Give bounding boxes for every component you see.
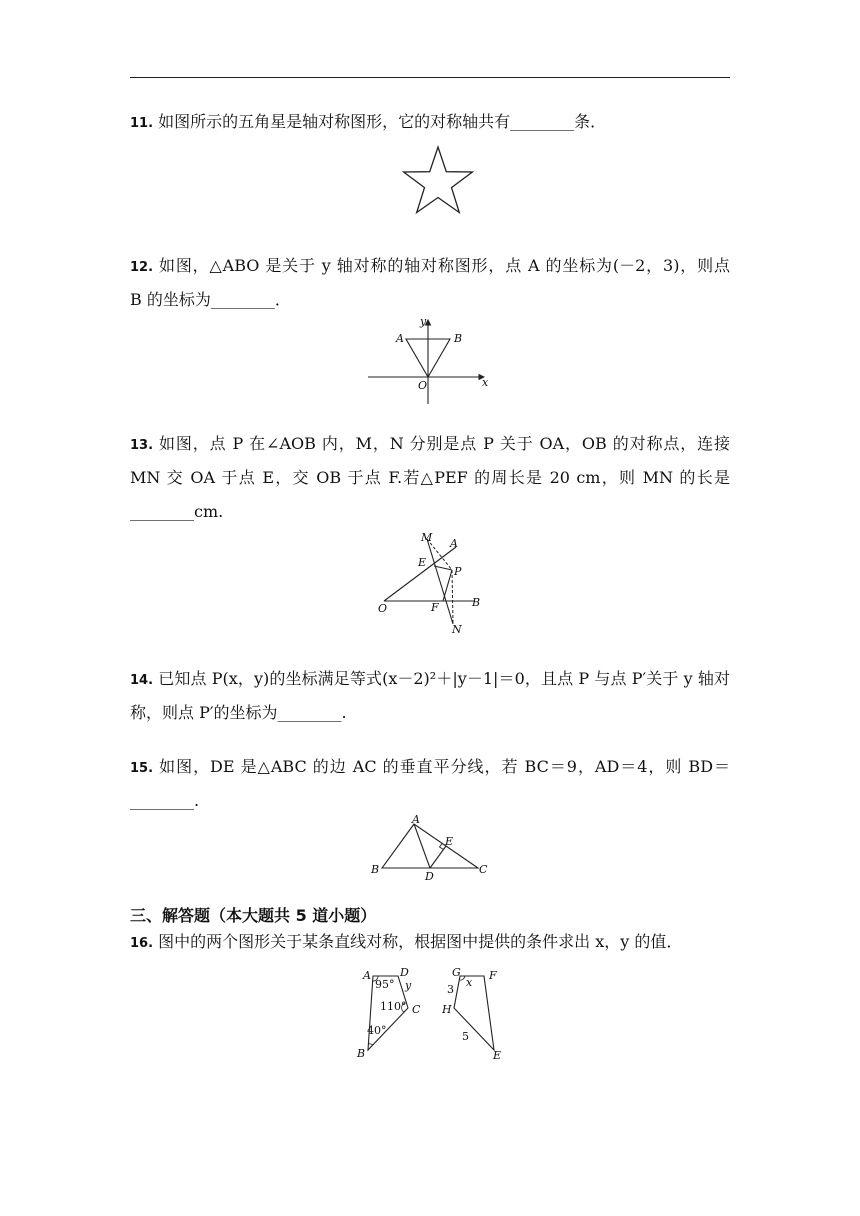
triangle-abc bbox=[382, 824, 478, 868]
label-o: O bbox=[378, 602, 388, 615]
question-13-line-1 bbox=[130, 434, 730, 456]
question-number: 12. bbox=[130, 260, 154, 275]
label-p: P bbox=[454, 565, 462, 578]
question-text: 已知点 P(x，y)的坐标满足等式(x－2)²＋|y－1|＝0，且点 P 与点 P′关于 y 轴对 bbox=[158, 669, 730, 688]
label-c: C bbox=[412, 1003, 421, 1016]
question-13-line-2: MN 交 OA 于点 E，交 OB 于点 F.若△PEF 的周长是 20 cm，则 MN 的长是 bbox=[130, 468, 730, 487]
quadrilateral-efgh bbox=[454, 976, 494, 1050]
question-number: 15. bbox=[130, 761, 154, 776]
question-14-line-2: 称，则点 P′的坐标为________. bbox=[130, 703, 347, 722]
angle-reflection-figure bbox=[376, 530, 486, 636]
label-f: F bbox=[431, 601, 439, 614]
question-number: 16. bbox=[130, 936, 154, 951]
label-y: y bbox=[420, 315, 427, 328]
label-a: A bbox=[450, 537, 458, 550]
label-5: 5 bbox=[462, 1030, 469, 1043]
question-12-line-1 bbox=[130, 256, 730, 278]
label-e: E bbox=[493, 1049, 502, 1062]
coordinate-triangle-figure bbox=[366, 314, 494, 406]
star-outline bbox=[404, 147, 473, 213]
label-f: F bbox=[489, 969, 497, 982]
question-number: 14. bbox=[130, 673, 154, 688]
label-e: E bbox=[418, 556, 427, 569]
question-number: 13. bbox=[130, 438, 154, 453]
dashed-pn bbox=[452, 570, 453, 624]
label-m: M bbox=[421, 531, 433, 544]
symmetric-quadrilaterals-figure bbox=[350, 962, 510, 1064]
question-12-line-2: B 的坐标为________． bbox=[130, 290, 291, 309]
label-d: D bbox=[425, 870, 434, 883]
segment-ad bbox=[414, 824, 430, 868]
label-b: B bbox=[454, 332, 463, 345]
label-e: E bbox=[445, 835, 454, 848]
label-n: N bbox=[452, 623, 462, 636]
question-15-line-2: ________. bbox=[130, 791, 200, 810]
label-o: O bbox=[418, 379, 428, 392]
question-11 bbox=[130, 112, 730, 134]
label-x: x bbox=[466, 976, 473, 989]
question-text: 如图所示的五角星是轴对称图形，它的对称轴共有________条． bbox=[158, 112, 607, 131]
label-angle-40: 40° bbox=[367, 1024, 387, 1037]
label-b: B bbox=[357, 1047, 366, 1060]
label-g: G bbox=[452, 966, 461, 979]
label-x: x bbox=[482, 376, 489, 389]
question-text: 如图，点 P 在∠AOB 内，M，N 分别是点 P 关于 OA，OB 的对称点，连接 bbox=[159, 434, 730, 453]
star-figure bbox=[400, 145, 476, 219]
question-13-line-3: ________cm. bbox=[130, 502, 224, 521]
label-y: y bbox=[405, 979, 412, 992]
label-angle-110: 110° bbox=[380, 1000, 407, 1013]
question-14-line-1 bbox=[130, 669, 730, 691]
label-a: A bbox=[396, 332, 404, 345]
label-angle-95: 95° bbox=[375, 978, 395, 991]
segment-pf bbox=[443, 570, 452, 601]
label-b: B bbox=[371, 863, 380, 876]
question-number: 11. bbox=[130, 116, 154, 131]
label-3: 3 bbox=[447, 983, 454, 996]
section-heading: 三、解答题（本大题共 5 道小题） bbox=[130, 906, 377, 925]
label-c: C bbox=[479, 863, 488, 876]
question-15-line-1 bbox=[130, 757, 730, 779]
question-text: 如图，DE 是△ABC 的边 AC 的垂直平分线，若 BC＝9，AD＝4，则 BD＝ bbox=[159, 757, 731, 776]
label-b: B bbox=[472, 596, 481, 609]
question-text: 图中的两个图形关于某条直线对称，根据图中提供的条件求出 x，y 的值． bbox=[158, 932, 683, 951]
label-a: A bbox=[412, 813, 420, 826]
header-rule bbox=[130, 77, 730, 78]
label-h: H bbox=[442, 1003, 452, 1016]
label-d: D bbox=[400, 966, 409, 979]
question-text: 如图，△ABO 是关于 y 轴对称的轴对称图形，点 A 的坐标为(－2，3)，则点 bbox=[158, 256, 730, 275]
question-16 bbox=[130, 932, 730, 954]
label-a: A bbox=[363, 969, 371, 982]
perpendicular-bisector-figure bbox=[368, 814, 494, 884]
